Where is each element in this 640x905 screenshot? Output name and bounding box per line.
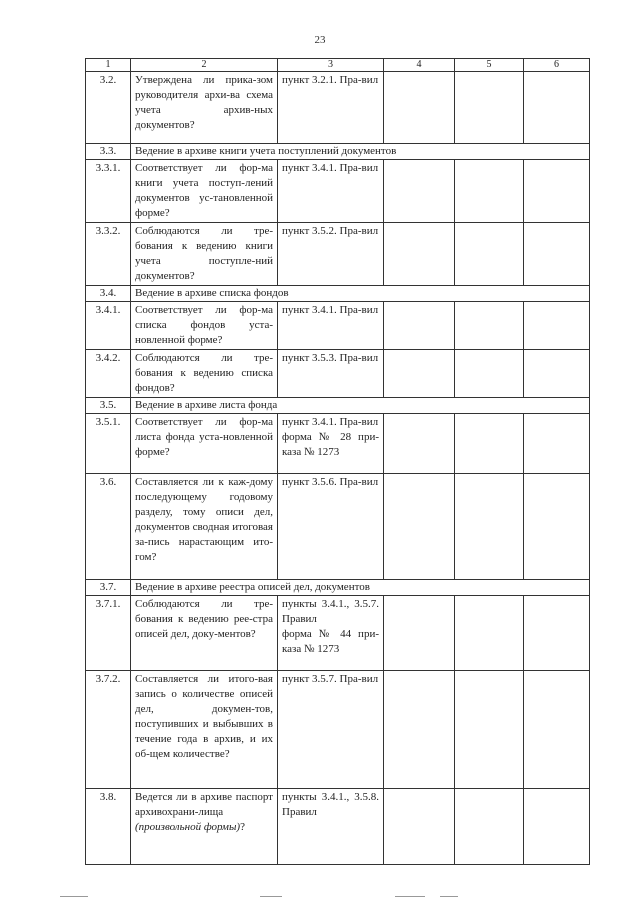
reference-cell bbox=[278, 72, 384, 144]
answer-cell[interactable] bbox=[455, 474, 524, 580]
section-title: Ведение в архиве книги учета поступлений документов bbox=[131, 144, 590, 160]
item-number: 3.8. bbox=[86, 789, 131, 865]
column-header: 5 bbox=[455, 59, 524, 72]
question-text: Утверждена ли прика-зом руководителя архи-ва схема учета архив-ных документов? bbox=[135, 74, 273, 131]
question-text: Ведется ли в архиве паспорт архивохрани-лища bbox=[135, 791, 273, 818]
question-cell bbox=[131, 72, 278, 144]
section-title: Ведение в архиве реестра описей дел, документов bbox=[131, 580, 590, 596]
column-header: 1 bbox=[86, 59, 131, 72]
reference-cell bbox=[278, 350, 384, 398]
section-title: Ведение в архиве списка фондов bbox=[131, 286, 590, 302]
question-text: Соблюдаются ли тре-бования к ведению списка фондов? bbox=[135, 352, 273, 394]
answer-cell[interactable] bbox=[524, 223, 590, 286]
question-cell bbox=[131, 596, 278, 671]
answer-cell[interactable] bbox=[524, 350, 590, 398]
answer-cell[interactable] bbox=[455, 414, 524, 474]
answer-cell[interactable] bbox=[455, 671, 524, 789]
table-row bbox=[86, 596, 590, 671]
reference-text: пункты 3.4.1., 3.5.7. Правил bbox=[282, 598, 379, 625]
item-number: 3.4.1. bbox=[86, 302, 131, 350]
answer-cell[interactable] bbox=[524, 72, 590, 144]
reference-cell bbox=[278, 302, 384, 350]
reference-text: пункты 3.4.1., 3.5.8. Правил bbox=[282, 791, 379, 818]
table-row bbox=[86, 671, 590, 789]
answer-cell[interactable] bbox=[384, 474, 455, 580]
question-cell bbox=[131, 223, 278, 286]
question-text: Соответствует ли фор-ма листа фонда уста-новленной форме? bbox=[135, 416, 273, 458]
answer-cell[interactable] bbox=[384, 596, 455, 671]
answer-cell[interactable] bbox=[384, 72, 455, 144]
column-header: 4 bbox=[384, 59, 455, 72]
reference-text: пункт 3.5.7. Пра-вил bbox=[282, 673, 379, 685]
question-text: Соответствует ли фор-ма списка фондов уста-новленной форме? bbox=[135, 304, 273, 346]
item-number: 3.7.2. bbox=[86, 671, 131, 789]
item-number: 3.2. bbox=[86, 72, 131, 144]
question-cell bbox=[131, 671, 278, 789]
answer-cell[interactable] bbox=[524, 474, 590, 580]
answer-cell[interactable] bbox=[384, 671, 455, 789]
answer-cell[interactable] bbox=[384, 302, 455, 350]
column-header: 6 bbox=[524, 59, 590, 72]
section-row bbox=[86, 398, 590, 414]
item-number: 3.7.1. bbox=[86, 596, 131, 671]
table-row bbox=[86, 160, 590, 223]
answer-cell[interactable] bbox=[384, 160, 455, 223]
table-row bbox=[86, 350, 590, 398]
item-number: 3.5.1. bbox=[86, 414, 131, 474]
item-number: 3.3.2. bbox=[86, 223, 131, 286]
item-number: 3.4.2. bbox=[86, 350, 131, 398]
reference-cell bbox=[278, 596, 384, 671]
table-row bbox=[86, 223, 590, 286]
answer-cell[interactable] bbox=[455, 223, 524, 286]
section-number: 3.5. bbox=[86, 398, 131, 414]
question-text: Соответствует ли фор-ма книги учета поступ-лений документов ус-тановленной форме? bbox=[135, 162, 273, 219]
reference-cell bbox=[278, 414, 384, 474]
answer-cell[interactable] bbox=[384, 414, 455, 474]
answer-cell[interactable] bbox=[524, 160, 590, 223]
reference-text: форма № 28 при-каза № 1273 bbox=[282, 431, 379, 458]
section-number: 3.3. bbox=[86, 144, 131, 160]
section-number: 3.7. bbox=[86, 580, 131, 596]
reference-cell bbox=[278, 671, 384, 789]
reference-cell bbox=[278, 789, 384, 865]
table-row bbox=[86, 789, 590, 865]
reference-cell bbox=[278, 160, 384, 223]
question-note: (произвольной формы) bbox=[135, 821, 241, 833]
reference-text: пункт 3.4.1. Пра-вил bbox=[282, 304, 379, 316]
section-title: Ведение в архиве листа фонда bbox=[131, 398, 590, 414]
table-row bbox=[86, 474, 590, 580]
question-cell bbox=[131, 160, 278, 223]
scan-artifacts bbox=[0, 896, 640, 902]
item-number: 3.6. bbox=[86, 474, 131, 580]
column-header: 2 bbox=[131, 59, 278, 72]
reference-text: пункт 3.2.1. Пра-вил bbox=[282, 74, 379, 86]
table-row bbox=[86, 72, 590, 144]
reference-text: пункт 3.5.3. Пра-вил bbox=[282, 352, 379, 364]
answer-cell[interactable] bbox=[455, 596, 524, 671]
section-row bbox=[86, 580, 590, 596]
answer-cell[interactable] bbox=[524, 414, 590, 474]
reference-text: форма № 44 при-каза № 1273 bbox=[282, 628, 379, 655]
reference-text: пункт 3.4.1. Пра-вил bbox=[282, 416, 379, 428]
answer-cell[interactable] bbox=[455, 72, 524, 144]
answer-cell[interactable] bbox=[384, 223, 455, 286]
answer-cell[interactable] bbox=[455, 160, 524, 223]
answer-cell[interactable] bbox=[524, 302, 590, 350]
table-row bbox=[86, 414, 590, 474]
question-cell bbox=[131, 414, 278, 474]
answer-cell[interactable] bbox=[384, 350, 455, 398]
answer-cell[interactable] bbox=[524, 596, 590, 671]
question-text: Соблюдаются ли тре-бования к ведению книги учета поступле-ний документов? bbox=[135, 225, 273, 282]
section-row bbox=[86, 144, 590, 160]
answer-cell[interactable] bbox=[455, 350, 524, 398]
reference-cell bbox=[278, 474, 384, 580]
reference-text: пункт 3.4.1. Пра-вил bbox=[282, 162, 379, 174]
table-row bbox=[86, 302, 590, 350]
question-tail: ? bbox=[240, 821, 245, 833]
answer-cell[interactable] bbox=[455, 789, 524, 865]
answer-cell[interactable] bbox=[455, 302, 524, 350]
question-cell bbox=[131, 789, 278, 865]
reference-text: пункт 3.5.6. Пра-вил bbox=[282, 476, 379, 488]
question-text: Составляется ли к каж-дому последующему годовому разделу, тому описи дел, документов сводная итоговая за-пись нарастающим ито-гом? bbox=[135, 476, 273, 563]
table-header-row bbox=[86, 59, 590, 72]
section-number: 3.4. bbox=[86, 286, 131, 302]
item-number: 3.3.1. bbox=[86, 160, 131, 223]
question-text: Соблюдаются ли тре-бования к ведению рее-стра описей дел, доку-ментов? bbox=[135, 598, 273, 640]
question-cell bbox=[131, 474, 278, 580]
question-cell bbox=[131, 302, 278, 350]
answer-cell[interactable] bbox=[524, 671, 590, 789]
answer-cell[interactable] bbox=[384, 789, 455, 865]
checklist-table bbox=[85, 58, 590, 865]
answer-cell[interactable] bbox=[524, 789, 590, 865]
page-number: 23 bbox=[314, 34, 326, 46]
section-row bbox=[86, 286, 590, 302]
question-text: Составляется ли итого-вая запись о количестве описей дел, докумен-тов, поступивших и выбывших в течение года в архив, и их об-щем количестве? bbox=[135, 673, 273, 760]
reference-cell bbox=[278, 223, 384, 286]
question-cell bbox=[131, 350, 278, 398]
reference-text: пункт 3.5.2. Пра-вил bbox=[282, 225, 379, 237]
column-header: 3 bbox=[278, 59, 384, 72]
